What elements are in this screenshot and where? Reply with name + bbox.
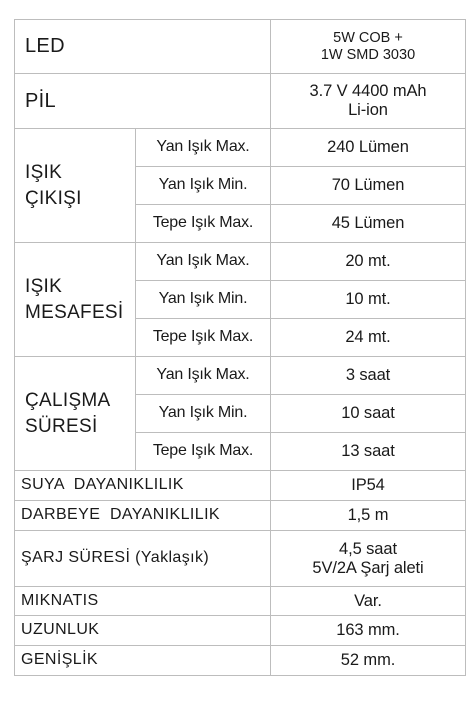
genislik-value: 52 mm. — [271, 646, 466, 676]
sarj-value-line2: 5V/2A Şarj aleti — [312, 558, 424, 577]
uzunluk-label: UZUNLUK — [15, 616, 271, 646]
led-value — [271, 20, 466, 74]
isik-mesafesi-sub-1: Yan Işık Max. — [136, 243, 271, 281]
isik-cikisi-row-1 — [15, 129, 466, 167]
calisma-suresi-value-3: 13 saat — [271, 433, 466, 471]
pil-value-line1: 3.7 V 4400 mAh — [309, 82, 427, 101]
isik-cikisi-sub-2: Yan Işık Min. — [136, 167, 271, 205]
pil-value — [271, 74, 466, 129]
miknatis-value: Var. — [271, 587, 466, 616]
isik-mesafesi-value-1: 20 mt. — [271, 243, 466, 281]
calisma-suresi-value-1: 3 saat — [271, 357, 466, 395]
isik-mesafesi-value-2: 10 mt. — [271, 281, 466, 319]
suya-row — [15, 471, 466, 501]
isik-mesafesi-row-1 — [15, 243, 466, 281]
isik-cikisi-value-2: 70 Lümen — [271, 167, 466, 205]
suya-value: IP54 — [271, 471, 466, 501]
isik-cikisi-sub-3: Tepe Işık Max. — [136, 205, 271, 243]
isik-mesafesi-sub-3: Tepe Işık Max. — [136, 319, 271, 357]
isik-cikisi-value-1: 240 Lümen — [271, 129, 466, 167]
pil-label: PİL — [15, 74, 271, 129]
pil-value-line2: Li-ion — [348, 101, 388, 119]
calisma-suresi-label — [15, 357, 136, 471]
calisma-suresi-value-2: 10 saat — [271, 395, 466, 433]
isik-mesafesi-label-line1: IŞIK — [25, 275, 63, 297]
sarj-value-line1: 4,5 saat — [339, 539, 397, 558]
sarj-label: ŞARJ SÜRESİ (Yaklaşık) — [15, 531, 271, 587]
calisma-suresi-sub-1: Yan Işık Max. — [136, 357, 271, 395]
uzunluk-value: 163 mm. — [271, 616, 466, 646]
isik-cikisi-label-line2: ÇIKIŞI — [25, 187, 82, 209]
led-value-line2: 1W SMD 3030 — [320, 46, 416, 63]
led-label: LED — [15, 20, 271, 74]
sarj-row — [15, 531, 466, 587]
isik-cikisi-value-3: 45 Lümen — [271, 205, 466, 243]
isik-cikisi-sub-1: Yan Işık Max. — [136, 129, 271, 167]
uzunluk-row — [15, 616, 466, 646]
darbeye-row — [15, 501, 466, 531]
led-value-line1: 5W COB + — [333, 29, 403, 46]
miknatis-row — [15, 587, 466, 616]
isik-cikisi-label-line1: IŞIK — [25, 161, 63, 183]
sarj-value — [271, 531, 466, 587]
calisma-suresi-row-1 — [15, 357, 466, 395]
darbeye-label: DARBEYE DAYANIKLILIK — [15, 501, 271, 531]
darbeye-value: 1,5 m — [271, 501, 466, 531]
isik-mesafesi-value-3: 24 mt. — [271, 319, 466, 357]
isik-mesafesi-label — [15, 243, 136, 357]
calisma-suresi-sub-3: Tepe Işık Max. — [136, 433, 271, 471]
genislik-row — [15, 646, 466, 676]
isik-mesafesi-sub-2: Yan Işık Min. — [136, 281, 271, 319]
calisma-suresi-label-line1: ÇALIŞMA — [25, 389, 111, 411]
isik-mesafesi-label-line2: MESAFESİ — [25, 301, 124, 323]
calisma-suresi-label-line2: SÜRESİ — [25, 415, 98, 437]
isik-cikisi-label — [15, 129, 136, 243]
led-row — [15, 20, 466, 74]
spec-table — [14, 19, 466, 676]
genislik-label: GENİŞLİK — [15, 646, 271, 676]
calisma-suresi-sub-2: Yan Işık Min. — [136, 395, 271, 433]
miknatis-label: MIKNATIS — [15, 587, 271, 616]
pil-row — [15, 74, 466, 129]
suya-label: SUYA DAYANIKLILIK — [15, 471, 271, 501]
